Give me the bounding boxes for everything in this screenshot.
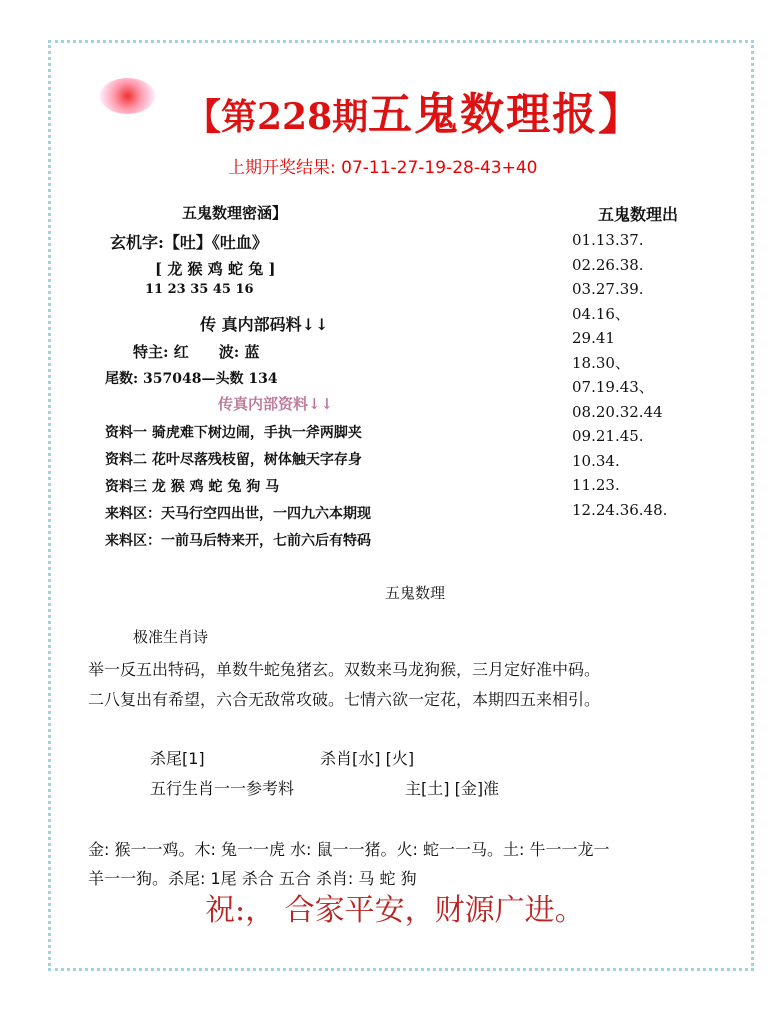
- number-item: 03.27.39.: [572, 280, 644, 298]
- number-item: 02.26.38.: [572, 255, 644, 274]
- number-item: 08.20.32.44: [572, 402, 663, 421]
- number-list: 11 23 35 45 16: [145, 282, 254, 297]
- right-heading: 五鬼数理出: [598, 205, 679, 224]
- data-line: 来料区：天马行空四出世，一四九六本期现: [105, 506, 371, 522]
- main-elements: 主[土] [金]准: [405, 779, 500, 798]
- data-line: 资料一 骑虎难下树边闹，手执一斧两脚夹: [105, 425, 362, 441]
- kill-zodiac: 杀肖[水] [火]: [320, 749, 415, 768]
- weishu-text: 尾数: 357048—头数 134: [105, 371, 278, 387]
- poem: [88, 655, 600, 715]
- page-title: [185, 78, 644, 142]
- poem-title: 极准生肖诗: [133, 628, 209, 646]
- fax-heading-2: 传真内部资料↓↓: [218, 395, 334, 413]
- data-line: 来料区：一前马后特来开，七前六后有特码: [105, 533, 371, 549]
- kill-tail: 杀尾[1]: [150, 749, 205, 768]
- five-elements-label: 五行生肖一一参考料: [150, 779, 295, 798]
- poem-line: 举一反五出特码，单数牛蛇兔猪玄。双数来马龙狗猴，三月定好准中码。: [88, 660, 601, 679]
- number-item: 18.30、: [572, 353, 630, 372]
- left-heading: 五鬼数理密涵】: [182, 204, 288, 222]
- number-item: 09.21.45.: [572, 427, 644, 445]
- tezhu-text: 特主: 红 波: 蓝: [133, 343, 260, 361]
- number-item: 07.19.43、: [572, 378, 654, 396]
- section-title: 五鬼数理: [385, 584, 446, 602]
- xuanji-text: 玄机字:【吐】《吐血》: [110, 233, 268, 252]
- logo-face-image: [100, 78, 155, 114]
- number-item: 29.41: [572, 329, 615, 347]
- elements-line: 金: 猴一一鸡。木: 兔一一虎 水: 鼠一一猪。火: 蛇一一马。土: 牛一一龙一: [88, 840, 610, 859]
- blessing: 祝:， 合家平安，财源广进。: [205, 893, 585, 928]
- number-item: 12.24.36.48.: [572, 500, 668, 519]
- right-number-list: [572, 228, 667, 522]
- fax-heading-1: 传 真内部码料↓↓: [200, 315, 329, 334]
- issue-number: 【第228期: [185, 96, 369, 138]
- elements-line: 羊一一狗。杀尾: 1尾 杀合 五合 杀肖: 马 蛇 狗: [88, 869, 417, 888]
- zodiac-list: [ 龙 猴 鸡 蛇 兔 ]: [155, 260, 276, 278]
- poem-line: 二八复出有希望，六合无敌常攻破。七情六欲一定花，本期四五来相引。: [88, 690, 601, 709]
- number-item: 04.16、: [572, 304, 630, 323]
- data-lines: [105, 420, 371, 555]
- number-item: 11.23.: [572, 476, 620, 494]
- data-line: 资料二 花叶尽落残枝留，树体触天字存身: [105, 452, 362, 468]
- last-result: 上期开奖结果: 07-11-27-19-28-43+40: [228, 158, 538, 178]
- number-item: 10.34.: [572, 451, 620, 470]
- number-item: 01.13.37.: [572, 231, 644, 249]
- paper-name: 五鬼数理报】: [368, 89, 645, 140]
- data-line: 资料三 龙 猴 鸡 蛇 兔 狗 马: [105, 479, 280, 495]
